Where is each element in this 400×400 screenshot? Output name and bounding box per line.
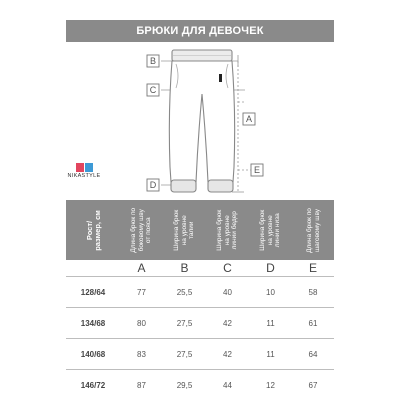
size-header-cell — [66, 200, 120, 260]
header-line: от пояса — [145, 217, 153, 243]
header-line: Ширина брюк — [173, 209, 181, 251]
header-line: талии — [188, 221, 196, 239]
column-letter: A — [137, 260, 146, 275]
svg-text:A: A — [245, 114, 253, 124]
size-header-line: размер, см — [91, 209, 101, 251]
value-cell: 27,5 — [176, 318, 193, 328]
pants-outline — [169, 50, 234, 192]
size-cell: 134/68 — [80, 318, 106, 328]
table-row — [66, 277, 334, 308]
logo-square-red — [76, 163, 84, 172]
svg-text:B: B — [149, 56, 157, 66]
value-cell: 11 — [266, 349, 275, 359]
size-table — [66, 200, 334, 400]
value-cell: 11 — [266, 318, 275, 328]
value-cell: 29,5 — [176, 380, 193, 390]
size-cell: 146/72 — [80, 380, 106, 390]
value-cell: 12 — [266, 380, 275, 390]
header-line: линии низа — [274, 213, 282, 247]
label-tag — [219, 74, 222, 82]
value-cell: 42 — [223, 318, 232, 328]
letter-row — [66, 260, 334, 275]
marker-a — [243, 113, 255, 125]
value-cell: 80 — [137, 318, 146, 328]
marker-c — [147, 84, 159, 96]
svg-text:C: C — [149, 85, 157, 95]
value-cell: 67 — [308, 380, 318, 390]
header-line: линии бедер — [231, 210, 239, 250]
size-cell: 140/68 — [80, 349, 106, 359]
table-row — [66, 370, 334, 400]
value-cell: 61 — [308, 318, 318, 328]
brand-name: NIKASTYLE — [67, 173, 101, 179]
column-letter: E — [308, 260, 317, 275]
value-cell: 64 — [308, 349, 318, 359]
svg-text:D: D — [149, 180, 157, 190]
header-cell-e — [292, 200, 334, 260]
header-line: на уровне — [266, 214, 274, 246]
header-line: боковому шву — [137, 208, 145, 252]
value-cell: 10 — [266, 287, 275, 297]
pants-diagram — [0, 42, 400, 200]
header-line: на уровне — [180, 214, 188, 246]
value-cell: 25,5 — [176, 287, 193, 297]
header-line: шаговому шву — [313, 208, 320, 252]
header-cell-b — [163, 200, 206, 260]
table-row — [66, 308, 334, 339]
svg-text:E: E — [253, 165, 261, 175]
header-line: Ширина брюк — [259, 209, 267, 251]
header-line: Длина брюк по — [305, 207, 313, 253]
value-cell: 40 — [223, 287, 232, 297]
table-header — [66, 200, 334, 260]
marker-e — [251, 164, 263, 176]
size-header-line: Рост/ — [84, 220, 94, 240]
header-line: на уровне — [223, 214, 231, 246]
value-cell: 44 — [223, 380, 232, 390]
column-letter: B — [180, 260, 189, 275]
marker-b — [147, 55, 159, 67]
header-cell-c — [206, 200, 249, 260]
page-title: БРЮКИ ДЛЯ ДЕВОЧЕК — [66, 20, 334, 42]
brand — [64, 163, 104, 179]
logo-square-blue — [85, 163, 93, 172]
value-cell: 77 — [137, 287, 146, 297]
value-cell: 87 — [137, 380, 146, 390]
header-line: Ширина брюк — [216, 209, 224, 251]
size-cell: 128/64 — [80, 287, 106, 297]
value-cell: 83 — [137, 349, 146, 359]
table-row — [66, 339, 334, 370]
header-line: Длина брюк по — [130, 207, 138, 253]
value-cell: 42 — [223, 349, 232, 359]
brand-logo — [64, 163, 104, 172]
column-letter: C — [223, 260, 232, 275]
header-cell-d — [249, 200, 292, 260]
marker-d — [147, 179, 159, 191]
column-letter: D — [266, 260, 275, 275]
value-cell: 27,5 — [176, 349, 193, 359]
value-cell: 58 — [308, 287, 318, 297]
header-cell-a — [120, 200, 163, 260]
